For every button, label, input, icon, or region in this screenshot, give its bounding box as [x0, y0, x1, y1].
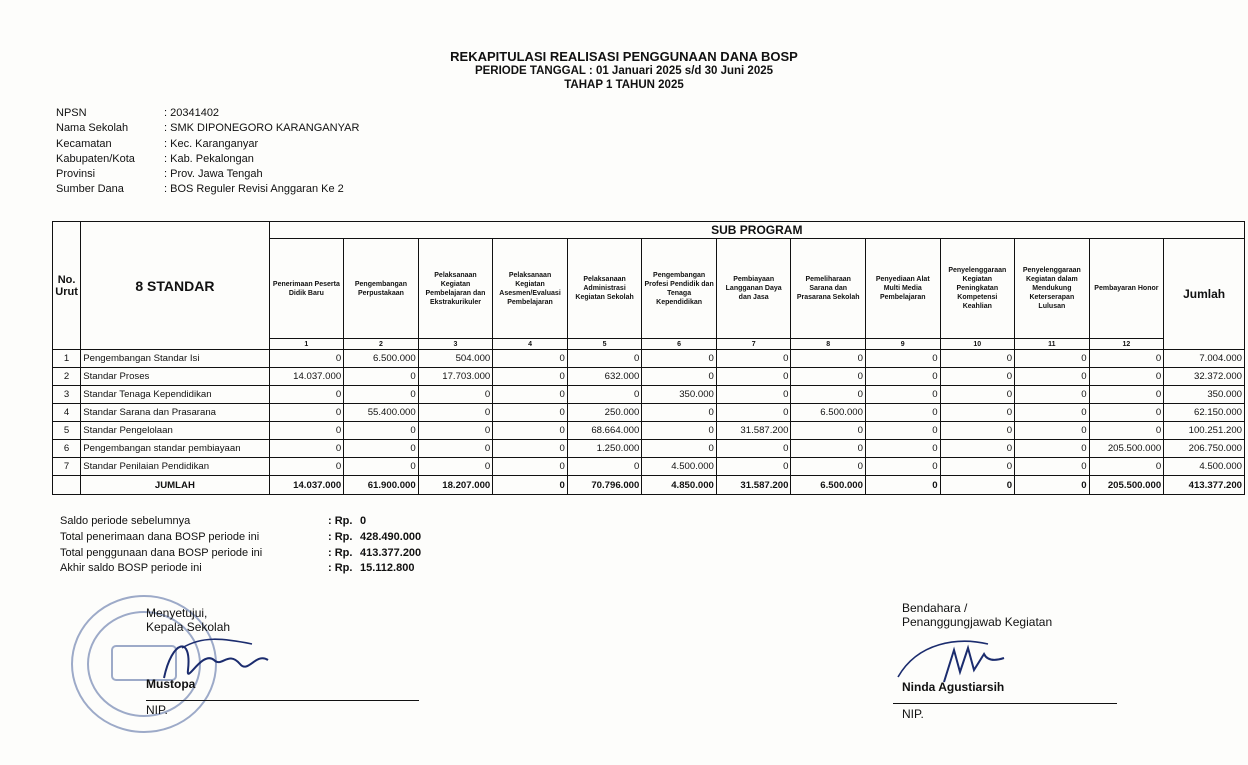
- info-value: : Prov. Jawa Tengah: [164, 168, 263, 181]
- cell-value: 0: [418, 440, 493, 458]
- column-number: 6: [642, 339, 717, 350]
- column-header: Pelaksanaan Administrasi Kegiatan Sekolah: [567, 239, 642, 339]
- cell-value: 0: [642, 368, 717, 386]
- summary-label: Akhir saldo BOSP periode ini: [60, 562, 202, 575]
- row-no: 1: [53, 350, 81, 368]
- cell-value: 0: [865, 368, 940, 386]
- total-value: 0: [1015, 476, 1090, 495]
- cell-value: 0: [940, 386, 1015, 404]
- total-value: 31.587.200: [716, 476, 791, 495]
- standar-header: 8 STANDAR: [81, 222, 269, 350]
- row-no: 5: [53, 422, 81, 440]
- cell-value: 0: [716, 458, 791, 476]
- summary-prefix: : Rp.: [328, 562, 353, 575]
- cell-value: 0: [344, 368, 419, 386]
- cell-value: 4.500.000: [642, 458, 717, 476]
- cell-value: 0: [1089, 368, 1164, 386]
- cell-value: 0: [418, 422, 493, 440]
- row-name: Standar Tenaga Kependidikan: [81, 386, 269, 404]
- summary-prefix: : Rp.: [328, 515, 353, 527]
- summary-prefix: : Rp.: [328, 530, 353, 543]
- cell-value: 0: [269, 404, 344, 422]
- total-value: 4.850.000: [642, 476, 717, 495]
- cell-value: 0: [1015, 458, 1090, 476]
- column-number: 8: [791, 339, 866, 350]
- column-header: Pengembangan Perpustakaan: [344, 239, 419, 339]
- table-row: [53, 422, 1245, 440]
- row-total: 350.000: [1164, 386, 1245, 404]
- row-name: Standar Pengelolaan: [81, 422, 269, 440]
- cell-value: 0: [865, 458, 940, 476]
- summary-label: Saldo periode sebelumnya: [60, 515, 191, 527]
- table-row: [53, 350, 1245, 368]
- total-value: 0: [940, 476, 1015, 495]
- info-row: [56, 106, 359, 121]
- cell-value: 0: [865, 386, 940, 404]
- summary-prefix: : Rp.: [328, 546, 353, 559]
- column-header: Penerimaan Peserta Didik Baru: [269, 239, 344, 339]
- info-label: Kecamatan: [56, 137, 112, 150]
- report-period: PERIODE TANGGAL : 01 Januari 2025 s/d 30 Juni 2025: [474, 65, 774, 77]
- cell-value: 68.664.000: [567, 422, 642, 440]
- column-number: 10: [940, 339, 1015, 350]
- info-label: Provinsi: [56, 168, 96, 181]
- column-header: Pembayaran Honor: [1089, 239, 1164, 339]
- summary-value: 15.112.800: [360, 562, 415, 575]
- cell-value: 0: [791, 350, 866, 368]
- cell-value: 0: [865, 404, 940, 422]
- cell-value: 55.400.000: [344, 404, 419, 422]
- cell-value: 0: [940, 440, 1015, 458]
- cell-value: 0: [1089, 404, 1164, 422]
- table-row: [53, 386, 1245, 404]
- cell-value: 0: [791, 440, 866, 458]
- treasurer-nip: NIP.: [902, 707, 924, 721]
- approval-label: Menyetujui,: [146, 606, 208, 620]
- info-value: : BOS Reguler Revisi Anggaran Ke 2: [164, 183, 344, 196]
- column-header: Pemeliharaan Sarana dan Prasarana Sekolah: [791, 239, 866, 339]
- total-value: 0: [865, 476, 940, 495]
- cell-value: 0: [1015, 440, 1090, 458]
- cell-value: 0: [940, 404, 1015, 422]
- column-header: Penyelenggaraan Kegiatan Peningkatan Kompetensi Keahlian: [940, 239, 1015, 339]
- cell-value: 0: [1015, 404, 1090, 422]
- cell-value: 0: [269, 440, 344, 458]
- row-total: 32.372.000: [1164, 368, 1245, 386]
- report-title: REKAPITULASI REALISASI PENGGUNAAN DANA BOSP: [450, 49, 798, 64]
- total-label: JUMLAH: [81, 476, 269, 495]
- row-name: Standar Proses: [81, 368, 269, 386]
- cell-value: 0: [791, 386, 866, 404]
- school-info: [56, 106, 359, 198]
- total-value: 18.207.000: [418, 476, 493, 495]
- row-total: 206.750.000: [1164, 440, 1245, 458]
- row-name: Pengembangan Standar Isi: [81, 350, 269, 368]
- table-row: [53, 404, 1245, 422]
- row-total: 7.004.000: [1164, 350, 1245, 368]
- cell-value: 0: [269, 350, 344, 368]
- cell-value: 0: [493, 350, 568, 368]
- cell-value: 0: [716, 440, 791, 458]
- cell-value: 0: [418, 386, 493, 404]
- row-name: Standar Sarana dan Prasarana: [81, 404, 269, 422]
- cell-value: 0: [1015, 350, 1090, 368]
- cell-value: 0: [493, 458, 568, 476]
- summary-row: [60, 530, 421, 546]
- summary-label: Total penggunaan dana BOSP periode ini: [60, 546, 263, 559]
- cell-value: 0: [344, 458, 419, 476]
- cell-value: 250.000: [567, 404, 642, 422]
- cell-value: 0: [1015, 386, 1090, 404]
- table-row: [53, 440, 1245, 458]
- summary-value: 0: [360, 515, 367, 527]
- cell-value: 0: [716, 404, 791, 422]
- column-header: Pelaksanaan Kegiatan Asesmen/Evaluasi Pembelajaran: [493, 239, 568, 339]
- info-label: Sumber Dana: [56, 183, 124, 196]
- cell-value: 0: [567, 350, 642, 368]
- cell-value: 0: [642, 422, 717, 440]
- cell-value: 0: [1015, 368, 1090, 386]
- cell-value: 350.000: [642, 386, 717, 404]
- row-no: 6: [53, 440, 81, 458]
- cell-value: 0: [642, 350, 717, 368]
- cell-value: 0: [791, 458, 866, 476]
- cell-value: 504.000: [418, 350, 493, 368]
- cell-value: 632.000: [567, 368, 642, 386]
- summary-row: [60, 546, 421, 562]
- grand-total: 413.377.200: [1164, 476, 1245, 495]
- cell-value: 6.500.000: [344, 350, 419, 368]
- info-label: NPSN: [56, 107, 87, 119]
- cell-value: 0: [493, 404, 568, 422]
- info-value: : 20341402: [164, 107, 220, 119]
- cell-value: 0: [865, 350, 940, 368]
- headmaster-name: Mustopa: [146, 677, 196, 691]
- cell-value: 17.703.000: [418, 368, 493, 386]
- cell-value: 6.500.000: [791, 404, 866, 422]
- cell-value: 0: [418, 458, 493, 476]
- column-header: Penyediaan Alat Multi Media Pembelajaran: [865, 239, 940, 339]
- cell-value: 0: [791, 368, 866, 386]
- column-number: 9: [865, 339, 940, 350]
- column-number: 11: [1015, 339, 1090, 350]
- column-number: 12: [1089, 339, 1164, 350]
- cell-value: 0: [493, 368, 568, 386]
- total-value: 70.796.000: [567, 476, 642, 495]
- cell-value: 0: [940, 350, 1015, 368]
- cell-value: 0: [344, 386, 419, 404]
- summary-label: Total penerimaan dana BOSP periode ini: [60, 530, 260, 543]
- cell-value: 205.500.000: [1089, 440, 1164, 458]
- summary-value: 428.490.000: [360, 530, 422, 543]
- column-header: Penyelenggaraan Kegiatan dalam Mendukung Keterserapan Lulusan: [1015, 239, 1090, 339]
- cell-value: 0: [940, 458, 1015, 476]
- info-label: Nama Sekolah: [56, 122, 129, 135]
- cell-value: 0: [791, 422, 866, 440]
- row-no: 3: [53, 386, 81, 404]
- total-value: 61.900.000: [344, 476, 419, 495]
- cell-value: 0: [344, 422, 419, 440]
- column-header: Pembiayaan Langganan Daya dan Jasa: [716, 239, 791, 339]
- cell-value: 0: [1089, 386, 1164, 404]
- headmaster-nip: NIP.: [146, 703, 168, 717]
- info-row: [56, 137, 359, 152]
- cell-value: 0: [865, 440, 940, 458]
- info-row: [56, 152, 359, 167]
- info-row: [56, 182, 359, 197]
- info-value: : Kec. Karanganyar: [164, 137, 259, 150]
- row-no: 4: [53, 404, 81, 422]
- table-row: [53, 368, 1245, 386]
- recap-table: [52, 221, 1245, 495]
- headmaster-sign-line: [146, 700, 419, 701]
- cell-value: 0: [716, 386, 791, 404]
- column-number: 1: [269, 339, 344, 350]
- info-row: [56, 167, 359, 182]
- cell-value: 0: [418, 404, 493, 422]
- cell-value: 0: [269, 458, 344, 476]
- row-name: Pengembangan standar pembiayaan: [81, 440, 269, 458]
- row-total: 62.150.000: [1164, 404, 1245, 422]
- row-total: 100.251.200: [1164, 422, 1245, 440]
- treasurer-name: Ninda Agustiarsih: [902, 680, 1005, 694]
- fund-summary: [60, 514, 421, 577]
- cell-value: 0: [1089, 422, 1164, 440]
- cell-value: 0: [567, 458, 642, 476]
- cell-value: 1.250.000: [567, 440, 642, 458]
- total-value: 6.500.000: [791, 476, 866, 495]
- jumlah-header: Jumlah: [1164, 239, 1245, 350]
- info-row: [56, 121, 359, 136]
- cell-value: 0: [642, 404, 717, 422]
- report-stage: TAHAP 1 TAHUN 2025: [564, 79, 684, 91]
- cell-value: 0: [642, 440, 717, 458]
- cell-value: 0: [493, 386, 568, 404]
- column-number: 2: [344, 339, 419, 350]
- info-value: : SMK DIPONEGORO KARANGANYAR: [164, 122, 360, 135]
- row-total: 4.500.000: [1164, 458, 1245, 476]
- total-value: 14.037.000: [269, 476, 344, 495]
- treasurer-sign-line: [893, 703, 1117, 704]
- column-header: Pelaksanaan Kegiatan Pembelajaran dan Ekstrakurikuler: [418, 239, 493, 339]
- column-number: 5: [567, 339, 642, 350]
- cell-value: 0: [344, 440, 419, 458]
- cell-value: 0: [1015, 422, 1090, 440]
- column-number: 4: [493, 339, 568, 350]
- total-value: 205.500.000: [1089, 476, 1164, 495]
- cell-value: 0: [716, 350, 791, 368]
- table-row: [53, 458, 1245, 476]
- headmaster-title: Kepala Sekolah: [146, 620, 231, 634]
- summary-row: [60, 561, 421, 577]
- cell-value: 0: [940, 368, 1015, 386]
- cell-value: 0: [940, 422, 1015, 440]
- cell-value: 0: [567, 386, 642, 404]
- cell-value: 0: [865, 422, 940, 440]
- sub-program-header: SUB PROGRAM: [269, 222, 1244, 239]
- cell-value: 31.587.200: [716, 422, 791, 440]
- info-value: : Kab. Pekalongan: [164, 152, 254, 165]
- row-no: 7: [53, 458, 81, 476]
- treasurer-label: Bendahara /: [902, 601, 968, 615]
- cell-value: 0: [269, 386, 344, 404]
- cell-value: 14.037.000: [269, 368, 344, 386]
- summary-row: [60, 514, 421, 530]
- total-blank: [53, 476, 81, 495]
- cell-value: 0: [716, 368, 791, 386]
- info-label: Kabupaten/Kota: [56, 152, 135, 165]
- row-no: 2: [53, 368, 81, 386]
- no-header: No. Urut: [53, 222, 81, 350]
- cell-value: 0: [269, 422, 344, 440]
- total-value: 0: [493, 476, 568, 495]
- cell-value: 0: [1089, 350, 1164, 368]
- table-body: [53, 350, 1245, 495]
- column-header: Pengembangan Profesi Pendidik dan Tenaga Kependidikan: [642, 239, 717, 339]
- summary-value: 413.377.200: [360, 546, 422, 559]
- treasurer-title: Penanggungjawab Kegiatan: [902, 615, 1053, 629]
- cell-value: 0: [493, 440, 568, 458]
- column-number: 7: [716, 339, 791, 350]
- total-row: [53, 476, 1245, 495]
- column-number: 3: [418, 339, 493, 350]
- cell-value: 0: [493, 422, 568, 440]
- row-name: Standar Penilaian Pendidikan: [81, 458, 269, 476]
- cell-value: 0: [1089, 458, 1164, 476]
